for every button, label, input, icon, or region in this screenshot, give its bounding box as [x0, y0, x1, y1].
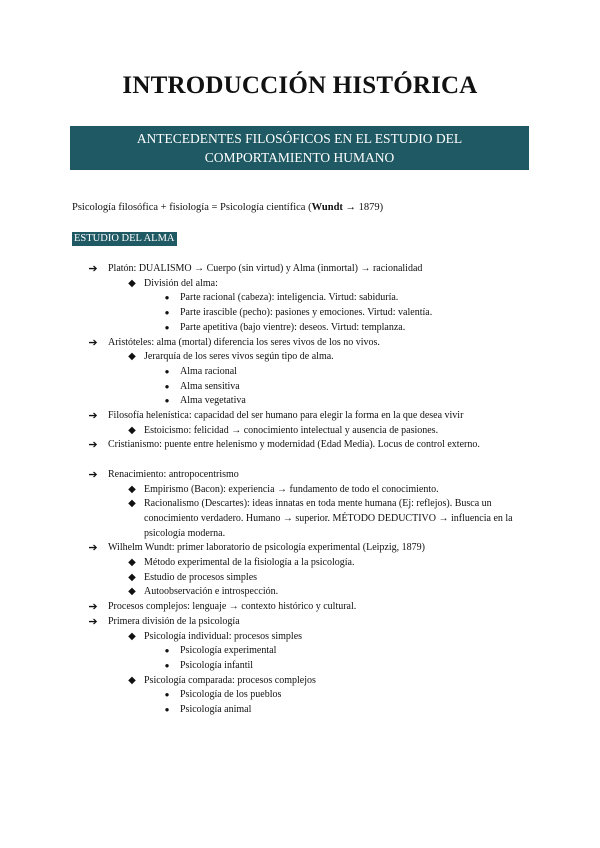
list-item-text: Alma vegetativa: [180, 395, 246, 407]
arrow-bullet-icon: ➔: [88, 542, 98, 555]
list-item: [0, 615, 600, 630]
dot-bullet-icon: ●: [164, 660, 170, 670]
list-item: [0, 336, 600, 351]
list-item: [0, 703, 600, 718]
formula-line: [72, 202, 383, 213]
dot-bullet-icon: ●: [164, 308, 170, 318]
list-item: [0, 438, 600, 453]
list-item-text: Psicología animal: [180, 704, 252, 716]
list-item-text: Método experimental de la fisiología a la psicología.: [144, 557, 355, 569]
arrow-bullet-icon: ➔: [88, 615, 98, 628]
list-item: [0, 674, 600, 689]
page-title: INTRODUCCIÓN HISTÓRICA: [122, 72, 478, 99]
list-item: [0, 394, 600, 409]
dot-bullet-icon: ●: [164, 396, 170, 406]
list-item: [0, 497, 600, 541]
list-item: [0, 380, 600, 395]
list-item-text: Procesos complejos: lenguaje → contexto histórico y cultural.: [108, 601, 357, 613]
list-item-text: Estoicismo: felicidad → conocimiento intelectual y ausencia de pasiones.: [144, 424, 439, 436]
list-item-text: Parte racional (cabeza): inteligencia. Virtud: sabiduría.: [180, 292, 399, 304]
list-item: [0, 483, 600, 498]
list-item-text: División del alma:: [144, 277, 218, 289]
list-item-text: Alma racional: [180, 365, 237, 377]
list-item-text: Estudio de procesos simples: [144, 571, 258, 583]
list-item-text: Cristianismo: puente entre helenismo y modernidad (Edad Media). Locus de control externo.: [108, 439, 480, 451]
list-item-text: Parte apetitiva (bajo vientre): deseos. Virtud: templanza.: [180, 321, 406, 333]
list-item-text: Aristóteles: alma (mortal) diferencia los seres vivos de los no vivos.: [108, 336, 380, 348]
list-item: [0, 409, 600, 424]
dot-bullet-icon: ●: [164, 646, 170, 656]
arrow-bullet-icon: ➔: [88, 601, 98, 614]
dot-bullet-icon: ●: [164, 293, 170, 303]
diamond-bullet-icon: ◆: [128, 498, 136, 510]
list-item-text: Primera división de la psicología: [108, 615, 240, 627]
spacer: [0, 453, 600, 468]
list-item: [0, 350, 600, 365]
dot-bullet-icon: ●: [164, 690, 170, 700]
arrow-bullet-icon: ➔: [88, 410, 98, 423]
diamond-bullet-icon: ◆: [128, 674, 136, 686]
list-item: [0, 571, 600, 586]
list-item: [0, 365, 600, 380]
list-item-text: Psicología experimental: [180, 645, 277, 657]
list-item: [0, 424, 600, 439]
outline-list: [0, 262, 600, 718]
list-item: [0, 277, 600, 292]
arrow-bullet-icon: ➔: [88, 468, 98, 481]
diamond-bullet-icon: ◆: [128, 557, 136, 569]
diamond-bullet-icon: ◆: [128, 424, 136, 436]
list-item: [0, 644, 600, 659]
list-item: [0, 630, 600, 645]
list-item: [0, 321, 600, 336]
diamond-bullet-icon: ◆: [128, 351, 136, 363]
dot-bullet-icon: ●: [164, 381, 170, 391]
list-item-text: Racionalismo (Descartes): ideas innatas en toda mente humana (Ej: reflejos). Busca un conocimiento verdadero. Humano → superior. MÉTODO DEDUCTIVO → influencia en la psicología moderna.: [144, 498, 513, 539]
section-label-highlight: ESTUDIO DEL ALMA: [74, 233, 175, 244]
formula-suffix: → 1879): [342, 202, 384, 213]
list-item-text: Platón: DUALISMO → Cuerpo (sin virtud) y Alma (inmortal) → racionalidad: [108, 263, 423, 274]
formula-bold: Wundt: [311, 202, 343, 213]
formula-prefix: Psicología filosófica + fisiología = Psicología científica (: [72, 202, 312, 213]
arrow-bullet-icon: ➔: [88, 336, 98, 349]
list-item-text: Autoobservación e introspección.: [144, 586, 279, 598]
banner-line-1: ANTECEDENTES FILOSÓFICOS EN EL ESTUDIO DEL: [136, 131, 463, 146]
list-item-text: Psicología comparada: procesos complejos: [144, 674, 316, 686]
list-item-text: Jerarquía de los seres vivos según tipo de alma.: [144, 351, 334, 363]
list-item-text: Wilhelm Wundt: primer laboratorio de psicología experimental (Leipzig, 1879): [108, 542, 425, 554]
list-item: [0, 688, 600, 703]
dot-bullet-icon: ●: [164, 322, 170, 332]
list-item-text: Renacimiento: antropocentrismo: [108, 468, 239, 480]
list-item-text: Empirismo (Bacon): experiencia → fundamento de todo el conocimiento.: [144, 483, 439, 495]
arrow-bullet-icon: ➔: [88, 439, 98, 452]
list-item: [0, 556, 600, 571]
section-banner: [70, 126, 529, 170]
list-item: [0, 585, 600, 600]
list-item: [0, 262, 600, 277]
list-item: [0, 306, 600, 321]
list-item-text: Filosofía helenística: capacidad del ser humano para elegir la forma en la que desea vivir: [108, 410, 464, 422]
list-item-text: Psicología de los pueblos: [180, 689, 282, 701]
dot-bullet-icon: ●: [164, 705, 170, 715]
list-item-text: Psicología infantil: [180, 659, 254, 671]
list-item-text: Alma sensitiva: [180, 380, 240, 392]
diamond-bullet-icon: ◆: [128, 586, 136, 598]
list-item: [0, 659, 600, 674]
arrow-bullet-icon: ➔: [88, 263, 98, 275]
list-item-text: Parte irascible (pecho): pasiones y emociones. Virtud: valentía.: [180, 307, 433, 319]
diamond-bullet-icon: ◆: [128, 630, 136, 642]
banner-line-2: COMPORTAMIENTO HUMANO: [204, 149, 395, 165]
list-item: [0, 468, 600, 483]
diamond-bullet-icon: ◆: [128, 571, 136, 583]
diamond-bullet-icon: ◆: [128, 277, 136, 289]
dot-bullet-icon: ●: [164, 366, 170, 376]
list-item-text: Psicología individual: procesos simples: [144, 630, 303, 642]
list-item: [0, 291, 600, 306]
diamond-bullet-icon: ◆: [128, 483, 136, 495]
list-item: [0, 600, 600, 615]
list-item: [0, 541, 600, 556]
